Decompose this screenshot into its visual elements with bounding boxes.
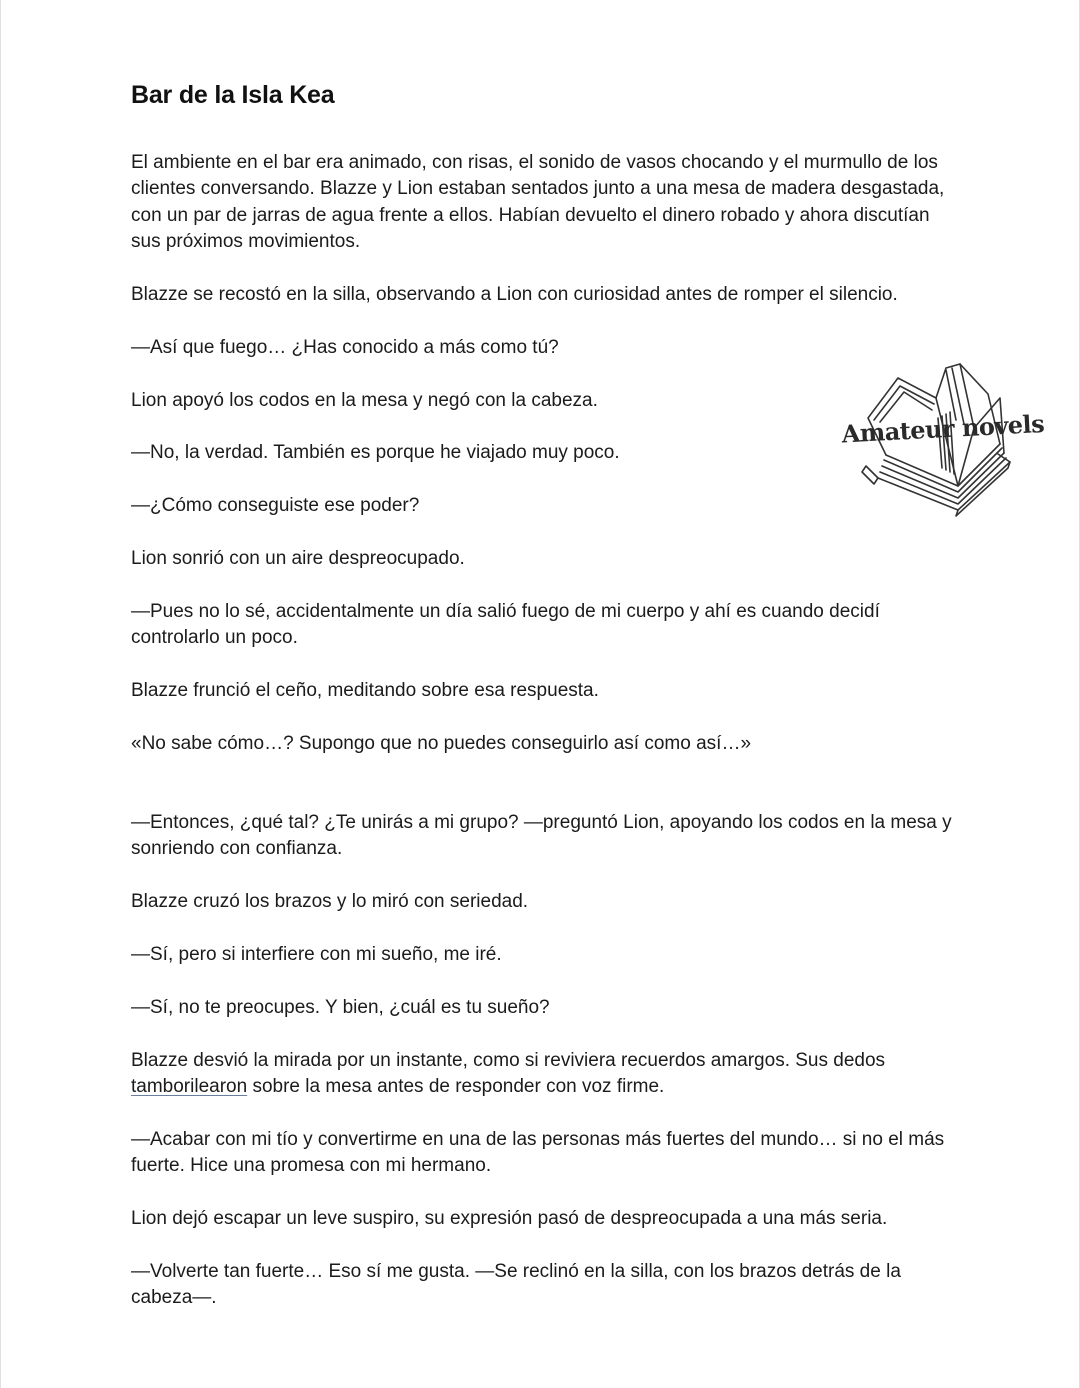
paragraph: —Sí, no te preocupes. Y bien, ¿cuál es tu sueño? xyxy=(131,996,550,1018)
page-edge-left xyxy=(0,0,1,1388)
open-book-icon xyxy=(838,358,1045,518)
underlined-word[interactable]: tamborilearon xyxy=(131,1076,248,1097)
paragraph: —No, la verdad. También es porque he viajado muy poco. xyxy=(131,442,620,464)
paragraph: Lion sonrió con un aire despreocupado. xyxy=(131,548,465,569)
paragraph-text-before: Blazze desvió la mirada por un instante, como si reviviera recuerdos amargos. Sus dedos xyxy=(131,1049,886,1071)
paragraph: —Volverte tan fuerte… Eso sí me gusta. —Se reclinó en la silla, con los brazos detrás de la cabeza—. xyxy=(131,1260,901,1309)
paragraph-with-link xyxy=(131,1048,961,1101)
paragraph: —Entonces, ¿qué tal? ¿Te unirás a mi grupo? —preguntó Lion, apoyando los codos en la mesa y sonriendo con confianza. xyxy=(131,812,952,860)
paragraph: —Pues no lo sé, accidentalmente un día salió fuego de mi cuerpo y ahí es cuando decidí controlarlo un poco. xyxy=(131,600,880,649)
paragraph: —¿Cómo conseguiste ese poder? xyxy=(131,495,420,517)
logo-text: Amateur novels xyxy=(840,408,1045,449)
paragraph: Blazze cruzó los brazos y lo miró con seriedad. xyxy=(131,891,529,913)
paragraph-thought: «No sabe cómo…? Supongo que no puedes conseguirlo así como así…» xyxy=(131,732,752,754)
paragraph: —Acabar con mi tío y convertirme en una de las personas más fuertes del mundo… si no el más fuerte. Hice una promesa con mi hermano. xyxy=(131,1128,945,1177)
paragraph: Blazze se recostó en la silla, observando a Lion con curiosidad antes de romper el silencio. xyxy=(131,284,898,306)
paragraph: El ambiente en el bar era animado, con risas, el sonido de vasos chocando y el murmullo de los clientes conversando. Blazze y Lion estaban sentados junto a una mesa de madera desgastada, con un par de jarras de agua frente a ellos. Habían devuelto el dinero robado y ahora discutían sus próximos movimientos. xyxy=(131,152,945,253)
paragraph-text-after: sobre la mesa antes de responder con voz firme. xyxy=(247,1076,665,1097)
amateur-novels-logo xyxy=(838,358,1045,518)
paragraph: —Así que fuego… ¿Has conocido a más como tú? xyxy=(131,336,559,358)
paragraph: Lion dejó escapar un leve suspiro, su expresión pasó de despreocupada a una más seria. xyxy=(131,1208,888,1229)
paragraph: —Sí, pero si interfiere con mi sueño, me iré. xyxy=(131,944,502,965)
paragraph: Lion apoyó los codos en la mesa y negó con la cabeza. xyxy=(131,389,598,411)
paragraph: Blazze frunció el ceño, meditando sobre esa respuesta. xyxy=(131,680,599,701)
document-body xyxy=(131,78,961,1338)
chapter-title: Bar de la Isla Kea xyxy=(131,81,335,109)
